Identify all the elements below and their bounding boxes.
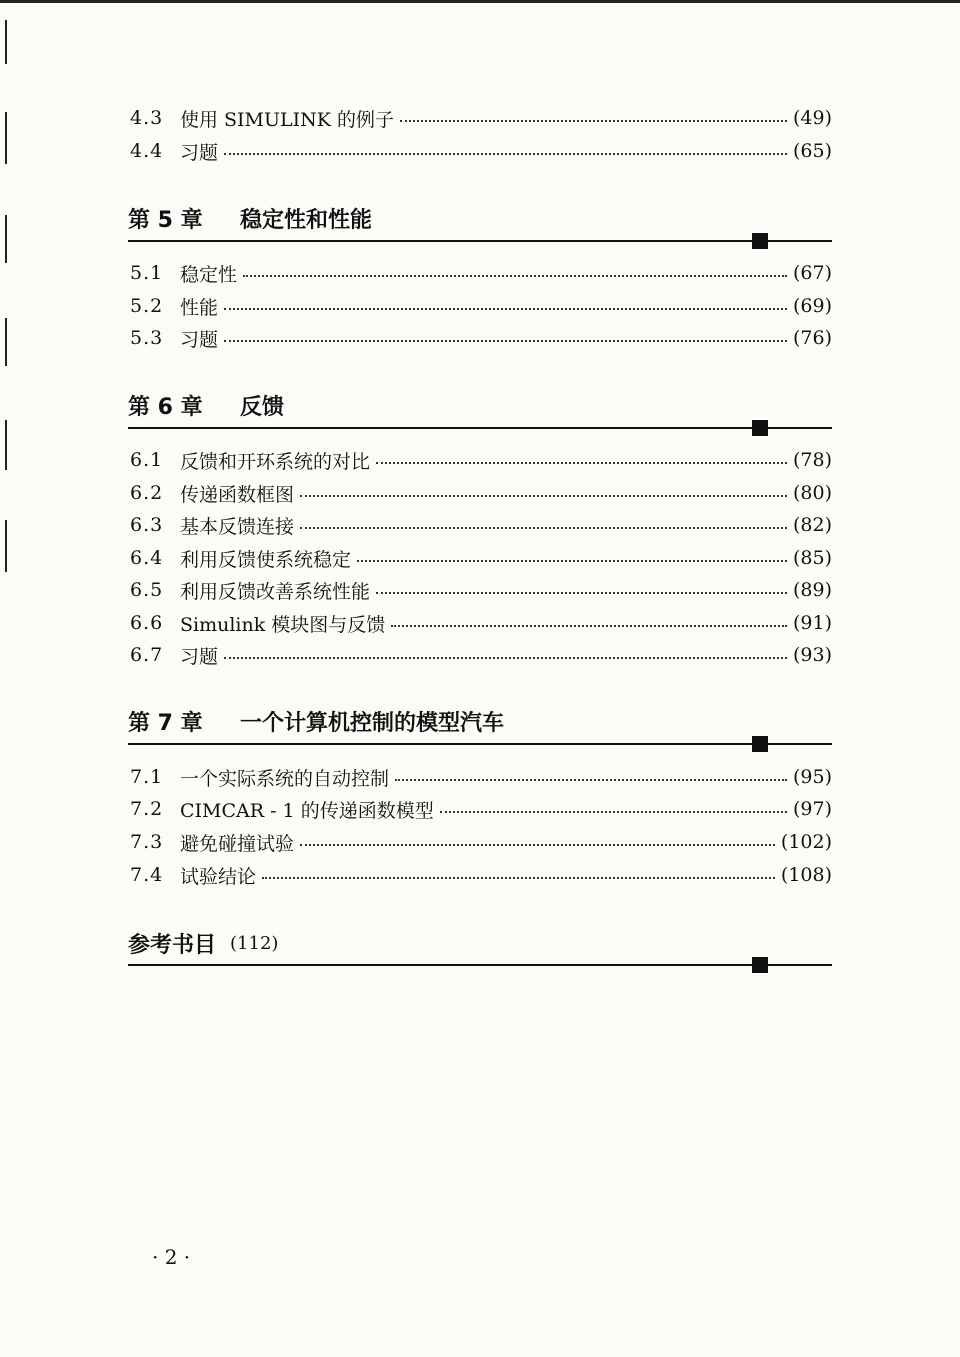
- bibliography-page: (112): [230, 932, 279, 954]
- entry-number: 7.1: [130, 766, 164, 788]
- toc-entry[interactable]: [130, 512, 832, 538]
- entry-page: (95): [792, 766, 832, 788]
- entry-number: 5.2: [130, 295, 164, 317]
- toc-entry[interactable]: [130, 610, 832, 636]
- entry-title: 利用反馈使系统稳定: [180, 548, 352, 571]
- entry-title: 习题: [180, 141, 219, 164]
- entry-number: 4.3: [130, 107, 164, 129]
- toc-entry[interactable]: [130, 138, 832, 164]
- entry-page: (93): [792, 644, 832, 666]
- entry-title: CIMCAR - 1 的传递函数模型: [180, 799, 434, 822]
- scan-edge-mark: [5, 112, 7, 164]
- entry-page: (78): [792, 449, 832, 471]
- leader-dots: [224, 153, 787, 155]
- leader-dots: [224, 308, 787, 310]
- toc-entry[interactable]: [130, 260, 832, 286]
- entry-title: 试验结论: [180, 865, 257, 888]
- entry-number: 7.4: [130, 864, 164, 886]
- square-marker-icon: [752, 233, 768, 249]
- square-marker-icon: [752, 957, 768, 973]
- leader-dots: [224, 657, 787, 659]
- entry-page: (82): [792, 514, 832, 536]
- chapter-rule: [128, 964, 832, 966]
- square-marker-icon: [752, 420, 768, 436]
- chapter-rule: [128, 240, 832, 242]
- square-marker-icon: [752, 736, 768, 752]
- toc-entry[interactable]: [130, 862, 832, 888]
- entry-number: 7.2: [130, 798, 164, 820]
- leader-dots: [391, 625, 787, 627]
- toc-entry[interactable]: [130, 764, 832, 790]
- entry-title: 习题: [180, 328, 219, 351]
- entry-title: 性能: [180, 296, 219, 319]
- entry-number: 7.3: [130, 831, 164, 853]
- entry-page: (69): [792, 295, 832, 317]
- chapter-heading[interactable]: [128, 706, 832, 736]
- chapter-heading[interactable]: [128, 203, 832, 233]
- toc-entry[interactable]: [130, 105, 832, 131]
- chapter-label: 第 7 章: [128, 710, 203, 736]
- chapter-label: 第 5 章: [128, 207, 203, 233]
- scan-edge-mark: [5, 215, 7, 263]
- entry-page: (91): [792, 612, 832, 634]
- toc-entry[interactable]: [130, 447, 832, 473]
- toc-entry[interactable]: [130, 829, 832, 855]
- chapter-rule: [128, 427, 832, 429]
- entry-title: 稳定性: [180, 263, 238, 286]
- entry-title: 避免碰撞试验: [180, 832, 295, 855]
- entry-page: (108): [780, 864, 832, 886]
- entry-title: 习题: [180, 645, 219, 668]
- scan-edge-mark: [5, 520, 7, 572]
- bibliography-heading[interactable]: [128, 928, 832, 958]
- toc-entry[interactable]: [130, 796, 832, 822]
- leader-dots: [300, 844, 775, 846]
- entry-title: 传递函数框图: [180, 483, 295, 506]
- entry-title: 反馈和开环系统的对比: [180, 450, 371, 473]
- entry-page: (49): [792, 107, 832, 129]
- entry-number: 5.3: [130, 327, 164, 349]
- entry-number: 6.2: [130, 482, 164, 504]
- entry-number: 5.1: [130, 262, 164, 284]
- entry-title: 一个实际系统的自动控制: [180, 767, 390, 790]
- leader-dots: [262, 877, 775, 879]
- entry-number: 6.5: [130, 579, 164, 601]
- leader-dots: [300, 495, 787, 497]
- entry-number: 6.6: [130, 612, 164, 634]
- leader-dots: [376, 462, 787, 464]
- entry-page: (89): [792, 579, 832, 601]
- entry-number: 6.4: [130, 547, 164, 569]
- top-border: [0, 0, 960, 3]
- chapter-title: 反馈: [240, 394, 285, 420]
- leader-dots: [300, 527, 787, 529]
- bibliography-title: 参考书目: [128, 932, 217, 958]
- leader-dots: [243, 275, 787, 277]
- toc-entry[interactable]: [130, 577, 832, 603]
- toc-entry[interactable]: [130, 325, 832, 351]
- leader-dots: [357, 560, 787, 562]
- toc-entry[interactable]: [130, 293, 832, 319]
- toc-entry[interactable]: [130, 642, 832, 668]
- leader-dots: [395, 779, 787, 781]
- entry-page: (80): [792, 482, 832, 504]
- entry-title: Simulink 模块图与反馈: [180, 613, 386, 636]
- entry-number: 6.3: [130, 514, 164, 536]
- scan-edge-mark: [5, 420, 7, 470]
- entry-page: (67): [792, 262, 832, 284]
- chapter-title: 稳定性和性能: [240, 207, 373, 233]
- leader-dots: [376, 592, 787, 594]
- scan-edge-mark: [5, 20, 7, 64]
- entry-page: (76): [792, 327, 832, 349]
- entry-title: 使用 SIMULINK 的例子: [180, 108, 395, 131]
- entry-page: (97): [792, 798, 832, 820]
- chapter-rule: [128, 743, 832, 745]
- chapter-title: 一个计算机控制的模型汽车: [240, 710, 505, 736]
- entry-number: 4.4: [130, 140, 164, 162]
- scan-edge-mark: [5, 318, 7, 366]
- entry-page: (65): [792, 140, 832, 162]
- toc-entry[interactable]: [130, 545, 832, 571]
- entry-number: 6.7: [130, 644, 164, 666]
- entry-page: (102): [780, 831, 832, 853]
- entry-title: 利用反馈改善系统性能: [180, 580, 371, 603]
- toc-entry[interactable]: [130, 480, 832, 506]
- chapter-label: 第 6 章: [128, 394, 203, 420]
- leader-dots: [400, 120, 787, 122]
- page-number: · 2 ·: [152, 1245, 191, 1269]
- entry-number: 6.1: [130, 449, 164, 471]
- leader-dots: [440, 811, 787, 813]
- entry-page: (85): [792, 547, 832, 569]
- entry-title: 基本反馈连接: [180, 515, 295, 538]
- leader-dots: [224, 340, 787, 342]
- chapter-heading[interactable]: [128, 390, 832, 420]
